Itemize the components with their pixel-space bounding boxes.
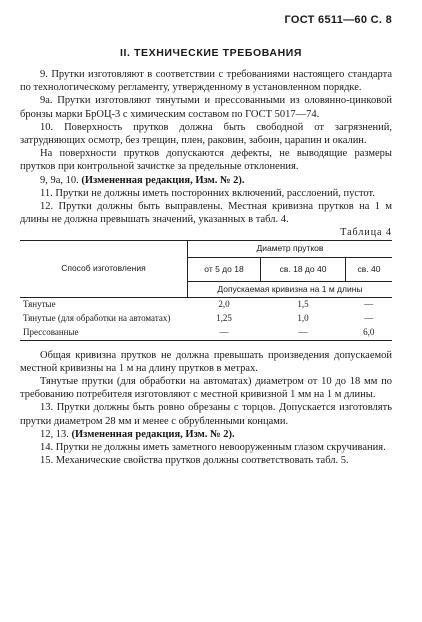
table-range-1: от 5 до 18 <box>187 258 260 282</box>
paragraph-13: 13. Прутки должны быть ровно обрезаны с торцов. Допускается изготовлять прутки диаметром 28 мм и менее с обрубленными концами. <box>20 402 392 427</box>
amendment-note-2 <box>20 428 392 441</box>
amendment-note-1 <box>20 174 392 187</box>
row-name: Тянутые <box>23 299 56 310</box>
table-range-2: св. 18 до 40 <box>261 258 346 282</box>
paragraph-total-curvature: Общая кривизна прутков не должна превышать произведения допускаемой местной кривизны на 1 м на длину прутков в метрах. <box>20 349 392 374</box>
section-title: II. ТЕХНИЧЕСКИЕ ТРЕБОВАНИЯ <box>119 47 303 59</box>
table-row <box>20 312 392 326</box>
row-name: Прессованные <box>20 326 187 341</box>
table-subheader: Допускаемая кривизна на 1 м длины <box>187 282 392 298</box>
row-value: — <box>261 326 346 341</box>
table-4 <box>20 240 392 341</box>
table-row <box>20 297 392 312</box>
amendment-text: (Измененная редакция, Изм. № 2). <box>81 174 245 186</box>
row-value: 1,0 <box>297 313 309 324</box>
text-after-table <box>20 349 392 468</box>
row-value: 6,0 <box>345 326 392 341</box>
paragraph-9a: 9а. Прутки изготовляют тянутыми и прессованными из оловянно-цинковой бронзы марки БрОЦ-3 с химическим составом по ГОСТ 5017—74. <box>20 95 392 120</box>
paragraph-drawn-automatic: Тянутые прутки (для обработки на автоматах) диаметром от 10 до 18 мм по требованию потребителя изготовляют с местной кривизной 1 мм на 1 м длины. <box>20 376 392 401</box>
paragraph-15: 15. Механические свойства прутков должны соответствовать табл. 5. <box>40 455 349 467</box>
row-value: 2,0 <box>218 299 230 310</box>
amendment-text: (Измененная редакция, Изм. № 2). <box>71 428 235 440</box>
amendment-ref: 12, 13. <box>40 428 69 440</box>
row-name: Тянутые (для обработки на автоматах) <box>23 313 171 324</box>
table-header-method: Способ изготовления <box>20 240 187 297</box>
paragraph-10: 10. Поверхность прутков должна быть свободной от загрязнений, затрудняющих осмотр, без трещин, плен, раковин, забоин, царапин и окалин. <box>20 121 392 147</box>
table-row <box>20 326 392 341</box>
row-value: 1,25 <box>216 313 232 324</box>
row-value: — <box>187 326 260 341</box>
table-range-3: св. 40 <box>345 258 392 282</box>
row-value: 1,5 <box>297 299 309 310</box>
table-header-diameter: Диаметр прутков <box>187 240 392 258</box>
paragraph-12: 12. Прутки должны быть выправлены. Местная кривизна прутков на 1 м длины не должна превышать значений, указанных в табл. 4. <box>20 201 392 226</box>
paragraph-10-note: На поверхности прутков допускаются дефекты, не выводящие размеры прутков при контрольной зачистке за предельные отклонения. <box>20 148 392 173</box>
document-body <box>20 68 392 467</box>
page-header: ГОСТ 6511—60 С. 8 <box>284 14 392 26</box>
table-caption: Таблица 4 <box>340 227 392 239</box>
paragraph-11: 11. Прутки не должны иметь посторонних включений, расслоений, пустот. <box>40 187 375 199</box>
paragraph-14: 14. Прутки не должны иметь заметного невооруженным глазом скручивания. <box>40 442 386 454</box>
row-value: — <box>364 313 374 324</box>
paragraph-9: 9. Прутки изготовляют в соответствии с требованиями настоящего стандарта по технологическому регламенту, утвержденному в установленном порядке. <box>20 69 392 94</box>
amendment-ref: 9, 9а, 10. <box>40 174 79 186</box>
row-value: — <box>364 299 374 310</box>
